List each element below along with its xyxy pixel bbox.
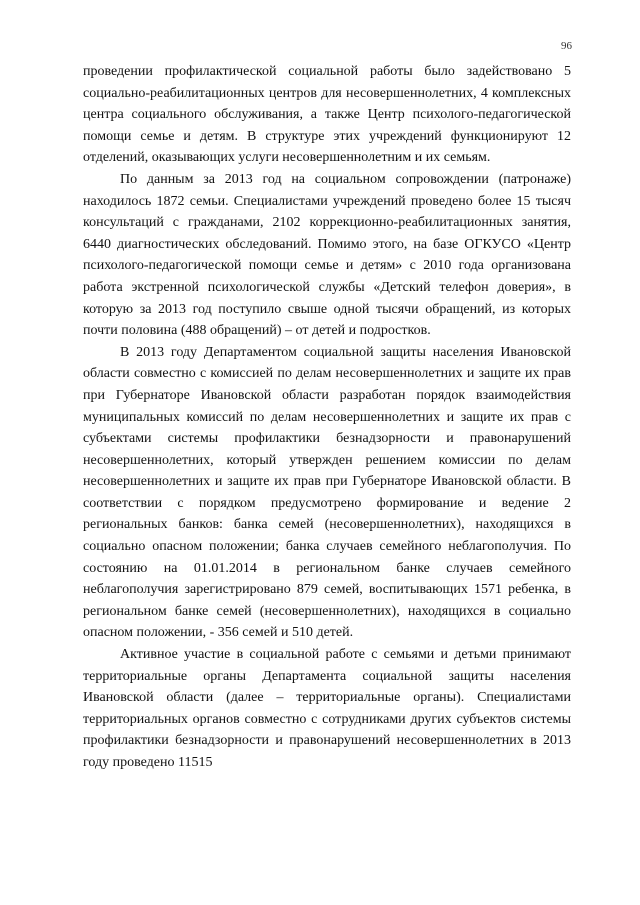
paragraph-3: В 2013 году Департаментом социальной защиты населения Ивановской области совместно с комиссией по делам несовершеннолетних и защите их прав при Губернаторе Ивановской области разработан порядок взаимодействия муниципальных комиссий по делам несовершеннолетних и защите их прав с субъектами системы профилактики безнадзорности и правонарушений несовершеннолетних, который утвержден решением комиссии по делам несовершеннолетних и защите их прав при Губернаторе Ивановской области. В соответствии с порядком предусмотрено формирование и ведение 2 региональных банков: банка семей (несовершеннолетних), находящихся в социально опасном положении; банка случаев семейного неблагополучия. По состоянию на 01.01.2014 в региональном банке случаев семейного неблагополучия зарегистрировано 879 семей, воспитывающих 1571 ребенка, в региональном банке семей (несовершеннолетних), находящихся в социально опасном положении, - 356 семей и 510 детей. bbox=[83, 344, 571, 641]
page-number: 96 bbox=[561, 40, 572, 52]
body-text bbox=[83, 61, 571, 774]
paragraph-4: Активное участие в социальной работе с семьями и детьми принимают территориальные органы Департамента социальной защиты населения Ивановской области (далее – территориальные органы). Специалистами территориальных органов совместно с сотрудниками других субъектов системы профилактики безнадзорности и правонарушений несовершеннолетних в 2013 году проведено 11515 bbox=[83, 647, 571, 770]
paragraph-1: проведении профилактической социальной работы было задействовано 5 социально-реабилитационных центров для несовершеннолетних, 4 комплексных центра социального обслуживания, а также Центр психолого-педагогической помощи семье и детям. В структуре этих учреждений функционируют 12 отделений, оказывающих услуги несовершеннолетним и их семьям. bbox=[83, 64, 571, 166]
paragraph-2: По данным за 2013 год на социальном сопровождении (патронаже) находилось 1872 семьи. Специалистами учреждений проведено более 15 тысяч консультаций с гражданами, 2102 коррекционно-реабилитационных занятия, 6440 диагностических обследований. Помимо этого, на базе ОГКУСО «Центр психолого-педагогической помощи семье и детям» с 2010 года организована работа экстренной психологической службы «Детский телефон доверия», в которую за 2013 год поступило свыше одной тысячи обращений, из которых почти половина (488 обращений) – от детей и подростков. bbox=[83, 171, 571, 339]
